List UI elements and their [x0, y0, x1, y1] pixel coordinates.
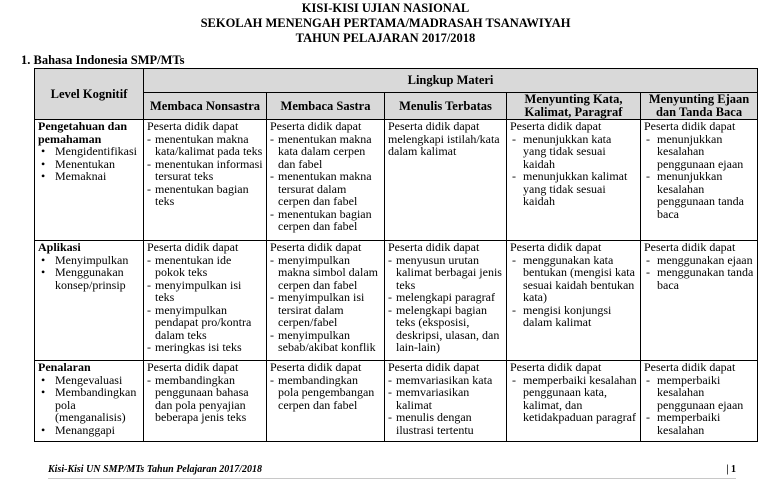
level-cell: [35, 361, 144, 442]
cell-intro: Peserta didik dapat: [147, 360, 239, 374]
list-item: - membandingkan pola pengembangan cerpen dan fabel: [278, 374, 381, 412]
table-cell: [641, 120, 758, 241]
lingkup-materi-header: Lingkup Materi: [144, 69, 758, 93]
cell-intro: Peserta didik dapat: [644, 240, 736, 254]
table-cell: [267, 241, 385, 361]
table-cell: [144, 361, 267, 442]
list-item: - menggunakan kata bentukan (mengisi kata sesuai kaidah bentukan kata): [523, 254, 637, 304]
list-item: • Menyimpulkan: [55, 254, 140, 267]
cell-intro: Peserta didik dapat: [388, 360, 480, 374]
list-item: - menentukan makna kata/kalimat pada teks: [155, 133, 263, 158]
level-list: [38, 254, 140, 292]
cell-list: [644, 374, 754, 437]
list-item: - menyimpulkan pendapat pro/kontra dalam teks: [155, 304, 263, 342]
list-item: • Mengidentifikasi: [55, 145, 140, 158]
list-item: - mengisi konjungsi dalam kalimat: [523, 304, 637, 329]
table-cell: [385, 361, 507, 442]
list-item: - menyimpulkan makna simbol dalam cerpen dan fabel: [278, 254, 381, 292]
table-cell: [267, 361, 385, 442]
list-item: - menunjukkan kesalahan penggunaan tanda baca: [657, 170, 754, 220]
table-cell: [507, 120, 641, 241]
list-item: - menentukan ide pokok teks: [155, 254, 263, 279]
page-number: | 1: [726, 464, 736, 475]
cell-list: [270, 133, 381, 233]
cell-list: [147, 133, 263, 208]
list-item: - meringkas isi teks: [155, 341, 263, 354]
list-item: • Menentukan: [55, 158, 140, 171]
column-header: Menyunting Ejaan dan Tanda Baca: [641, 93, 758, 120]
cell-list: [510, 133, 637, 208]
cell-list: [644, 254, 754, 292]
column-header: Menyunting Kata, Kalimat, Paragraf: [507, 93, 641, 120]
table-row: [35, 361, 758, 442]
list-item: • Menanggapi: [55, 424, 140, 437]
list-item: - membandingkan penggunaan bahasa dan pola penyajian beberapa jenis teks: [155, 374, 263, 424]
cell-intro: Peserta didik dapat: [510, 119, 602, 133]
cell-list: [270, 254, 381, 354]
table-cell: [385, 120, 507, 241]
cell-list: [644, 133, 754, 221]
cell-intro: Peserta didik dapat melengkapi istilah/kata dalam kalimat: [388, 119, 500, 158]
cell-intro: Peserta didik dapat: [147, 119, 239, 133]
level-list: [38, 374, 140, 437]
list-item: - menunjukkan kalimat yang tidak sesuai kaidah: [523, 170, 637, 208]
list-item: - memvariasikan kata: [396, 374, 503, 387]
list-item: - menyusun urutan kalimat berbagai jenis teks: [396, 254, 503, 292]
list-item: - menyimpulkan isi teks: [155, 279, 263, 304]
table-cell: [385, 241, 507, 361]
list-item: - melengkapi paragraf: [396, 291, 503, 304]
cell-list: [147, 374, 263, 424]
list-item: - menentukan bagian cerpen dan fabel: [278, 208, 381, 233]
cell-list: [510, 254, 637, 329]
list-item: - menulis dengan ilustrasi tertentu: [396, 411, 503, 436]
list-item: • Membandingkan pola (menganalisis): [55, 386, 140, 424]
list-item: • Memaknai: [55, 170, 140, 183]
cell-list: [270, 374, 381, 412]
title-line-1: KISI-KISI UJIAN NASIONAL: [301, 1, 470, 15]
cell-intro: Peserta didik dapat: [270, 119, 362, 133]
list-item: - menunjukkan kata yang tidak sesuai kaidah: [523, 133, 637, 171]
list-item: - menentukan makna kata dalam cerpen dan fabel: [278, 133, 381, 171]
table-row: [35, 120, 758, 241]
page-footer: [48, 464, 736, 479]
table-cell: [507, 241, 641, 361]
kisi-kisi-table: [34, 68, 758, 442]
list-item: - menentukan bagian teks: [155, 183, 263, 208]
cell-intro: Peserta didik dapat: [270, 240, 362, 254]
cell-intro: Peserta didik dapat: [644, 119, 736, 133]
cell-list: [388, 374, 503, 437]
table-row: [35, 241, 758, 361]
list-item: - menggunakan tanda baca: [657, 266, 754, 291]
level-title: Aplikasi: [38, 240, 81, 254]
list-item: - menyimpulkan isi tersirat dalam cerpen/fabel: [278, 291, 381, 329]
cell-intro: Peserta didik dapat: [147, 240, 239, 254]
level-title: Penalaran: [38, 360, 91, 374]
column-header: Membaca Sastra: [267, 93, 385, 120]
document-title: [0, 1, 771, 46]
cell-intro: Peserta didik dapat: [510, 360, 602, 374]
list-item: - memperbaiki kesalahan penggunaan ejaan: [657, 374, 754, 412]
level-list: [38, 145, 140, 183]
list-item: - menggunakan ejaan: [657, 254, 754, 267]
title-line-2: SEKOLAH MENENGAH PERTAMA/MADRASAH TSANAWIYAH: [200, 16, 571, 30]
cell-list: [510, 374, 637, 424]
level-title: Pengetahuan dan pemahaman: [38, 119, 128, 146]
table-cell: [641, 241, 758, 361]
list-item: - melengkapi bagian teks (eksposisi, deskripsi, ulasan, dan lain-lain): [396, 304, 503, 354]
level-cell: [35, 120, 144, 241]
list-item: - menentukan informasi tersurat teks: [155, 158, 263, 183]
list-item: - memperbaiki kesalahan: [657, 411, 754, 436]
list-item: - memperbaiki kesalahan penggunaan kata, kalimat, dan ketidakpaduan paragraf: [523, 374, 637, 424]
cell-intro: Peserta didik dapat: [644, 360, 736, 374]
list-item: - menentukan makna tersurat dalam cerpen dan fabel: [278, 170, 381, 208]
cell-list: [388, 254, 503, 354]
list-item: • Menggunakan konsep/prinsip: [55, 266, 140, 291]
column-header: Membaca Nonsastra: [144, 93, 267, 120]
cell-intro: Peserta didik dapat: [388, 240, 480, 254]
list-item: - menunjukkan kesalahan penggunaan ejaan: [657, 133, 754, 171]
level-kognitif-header: Level Kognitif: [35, 69, 144, 120]
table-cell: [267, 120, 385, 241]
level-cell: [35, 241, 144, 361]
cell-intro: Peserta didik dapat: [510, 240, 602, 254]
table-cell: [641, 361, 758, 442]
title-line-3: TAHUN PELAJARAN 2017/2018: [295, 31, 476, 45]
table-cell: [144, 120, 267, 241]
section-title: 1. Bahasa Indonesia SMP/MTs: [21, 53, 185, 67]
list-item: - menyimpulkan sebab/akibat konflik: [278, 329, 381, 354]
column-header: Menulis Terbatas: [385, 93, 507, 120]
list-item: - memvariasikan kalimat: [396, 386, 503, 411]
table-cell: [144, 241, 267, 361]
table-cell: [507, 361, 641, 442]
footer-text: Kisi-Kisi UN SMP/MTs Tahun Pelajaran 2017/2018: [48, 464, 263, 475]
cell-intro: Peserta didik dapat: [270, 360, 362, 374]
cell-list: [147, 254, 263, 354]
list-item: • Mengevaluasi: [55, 374, 140, 387]
